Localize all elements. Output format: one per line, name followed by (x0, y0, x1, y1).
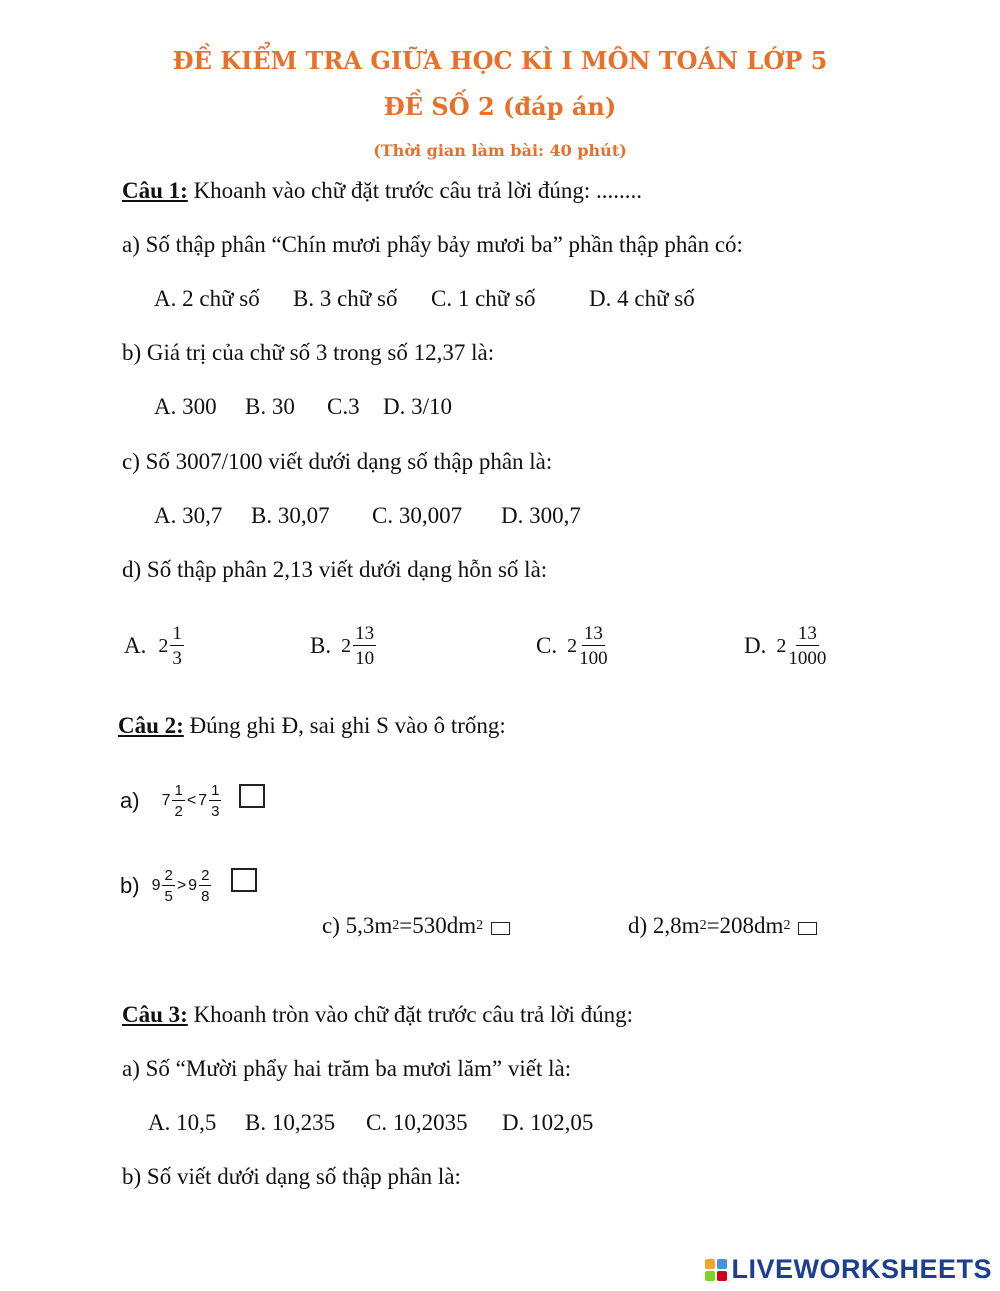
q1b-text: b) Giá trị của chữ số 3 trong số 12,37 là: (122, 340, 495, 365)
numerator: 13 (583, 623, 603, 644)
denominator: 100 (579, 648, 608, 669)
mixed-number (162, 783, 185, 819)
whole-part: 2 (341, 634, 352, 657)
numerator: 2 (201, 867, 210, 884)
numerator: 1 (172, 623, 182, 644)
page-title: ĐỀ KIỂM TRA GIỮA HỌC KÌ I MÔN TOÁN LỚP 5 (172, 46, 828, 75)
comparison-operator: > (176, 877, 187, 894)
q3b-text: b) Số viết dưới dạng số thập phân là: (122, 1164, 461, 1189)
fraction (172, 783, 184, 819)
logo-square (705, 1259, 715, 1269)
mixed-number (341, 624, 376, 668)
numerator: 1 (174, 782, 183, 799)
q3-text: Khoanh tròn vào chữ đặt trước câu trả lời đúng: (193, 1002, 634, 1027)
mixed-number (188, 868, 211, 904)
superscript: 2 (783, 918, 791, 933)
q2b-letter: b) (120, 873, 140, 898)
denominator: 10 (355, 648, 375, 669)
q1a-text: a) Số thập phân “Chín mươi phẩy bảy mươi ba” phần thập phân có: (122, 232, 743, 257)
whole-part: 7 (198, 792, 208, 809)
q1a-option-a[interactable]: A. 2 chữ số (154, 286, 260, 311)
logo-square (717, 1259, 727, 1269)
numerator: 13 (797, 623, 817, 644)
q1a-option-c[interactable]: C. 1 chữ số (431, 286, 536, 311)
whole-part: 2 (567, 634, 578, 657)
fraction (788, 624, 826, 668)
mixed-number (567, 624, 608, 668)
logo-square (705, 1271, 715, 1281)
q3a-option-b[interactable]: B. 10,235 (245, 1110, 336, 1135)
q2a-letter: a) (120, 788, 140, 813)
denominator: 1000 (788, 648, 827, 669)
q1d-option-a[interactable] (124, 624, 184, 668)
logo-mark-icon (705, 1259, 727, 1281)
whole-part: 2 (158, 634, 169, 657)
q1d-option-b[interactable] (310, 624, 376, 668)
q1d-text: d) Số thập phân 2,13 viết dưới dạng hỗn số là: (122, 557, 548, 582)
option-letter: D. (744, 633, 767, 658)
q1a-option-d[interactable]: D. 4 chữ số (589, 286, 695, 311)
fraction (579, 624, 608, 668)
mixed-number (776, 624, 826, 668)
q2c-text-a: c) 5,3m (322, 913, 393, 938)
q2d-text-a: d) 2,8m (628, 913, 700, 938)
q2b-answer-box[interactable] (231, 868, 257, 892)
q1c-text: c) Số 3007/100 viết dưới dạng số thập phân là: (122, 449, 553, 474)
whole-part: 9 (188, 877, 198, 894)
fraction (199, 868, 211, 904)
q2b-statement (120, 868, 257, 904)
q1b-option-c[interactable]: C.3 (327, 394, 360, 419)
denominator: 8 (201, 888, 210, 905)
q1c-option-d[interactable]: D. 300,7 (501, 503, 581, 528)
q1a-option-b[interactable]: B. 3 chữ số (293, 286, 398, 311)
numerator: 13 (355, 623, 375, 644)
q2-label: Câu 2: (118, 713, 184, 738)
q2c-answer-box[interactable] (491, 922, 510, 935)
q3a-option-c[interactable]: C. 10,2035 (366, 1110, 468, 1135)
numerator: 1 (211, 782, 220, 799)
q1c-option-a[interactable]: A. 30,7 (154, 503, 223, 528)
whole-part: 9 (151, 877, 161, 894)
fraction (209, 783, 221, 819)
logo-square (717, 1271, 727, 1281)
option-letter: B. (310, 633, 332, 658)
q2-prompt (118, 713, 506, 739)
option-letter: C. (536, 633, 558, 658)
comparison-operator: < (186, 792, 197, 809)
q1-label: Câu 1: (122, 178, 188, 203)
q2d-statement (628, 913, 817, 939)
denominator: 2 (174, 803, 183, 820)
superscript: 2 (699, 918, 707, 933)
q1b-option-d[interactable]: D. 3/10 (383, 394, 452, 419)
q1c-option-c[interactable]: C. 30,007 (372, 503, 463, 528)
fraction (162, 868, 174, 904)
denominator: 5 (164, 888, 173, 905)
numerator: 2 (164, 867, 173, 884)
q3a-option-a[interactable]: A. 10,5 (148, 1110, 217, 1135)
q1c-option-b[interactable]: B. 30,07 (251, 503, 330, 528)
mixed-number (158, 624, 184, 668)
q1-prompt (122, 178, 642, 204)
whole-part: 2 (776, 634, 787, 657)
q1-text: Khoanh vào chữ đặt trước câu trả lời đúng: ........ (193, 178, 643, 203)
q2d-answer-box[interactable] (798, 922, 817, 935)
liveworksheets-logo (705, 1254, 992, 1285)
q3-prompt (122, 1002, 633, 1028)
q2a-answer-box[interactable] (239, 784, 265, 808)
q1b-option-b[interactable]: B. 30 (245, 394, 295, 419)
q2-text: Đúng ghi Đ, sai ghi S vào ô trống: (189, 713, 506, 738)
fraction (170, 624, 184, 668)
q2c-statement (322, 913, 510, 939)
q3a-option-d[interactable]: D. 102,05 (502, 1110, 594, 1135)
q2a-statement (120, 783, 265, 819)
q1d-option-d[interactable] (744, 624, 826, 668)
q1b-option-a[interactable]: A. 300 (154, 394, 217, 419)
logo-text: LIVEWORKSHEETS (731, 1254, 992, 1284)
page-subtitle: ĐỀ SỐ 2 (đáp án) (383, 92, 617, 121)
denominator: 3 (172, 648, 182, 669)
mixed-number (152, 868, 175, 904)
q2c-text-b: =530dm (399, 913, 477, 938)
superscript: 2 (392, 918, 400, 933)
mixed-number (198, 783, 221, 819)
superscript: 2 (476, 918, 484, 933)
time-note: (Thời gian làm bài: 40 phút) (373, 141, 627, 160)
denominator: 3 (211, 803, 220, 820)
fraction (353, 624, 376, 668)
q3-label: Câu 3: (122, 1002, 188, 1027)
q1d-option-c[interactable] (536, 624, 608, 668)
q3a-text: a) Số “Mười phẩy hai trăm ba mươi lăm” viết là: (122, 1056, 572, 1081)
q2d-text-b: =208dm (706, 913, 784, 938)
whole-part: 7 (161, 792, 171, 809)
option-letter: A. (124, 633, 147, 658)
